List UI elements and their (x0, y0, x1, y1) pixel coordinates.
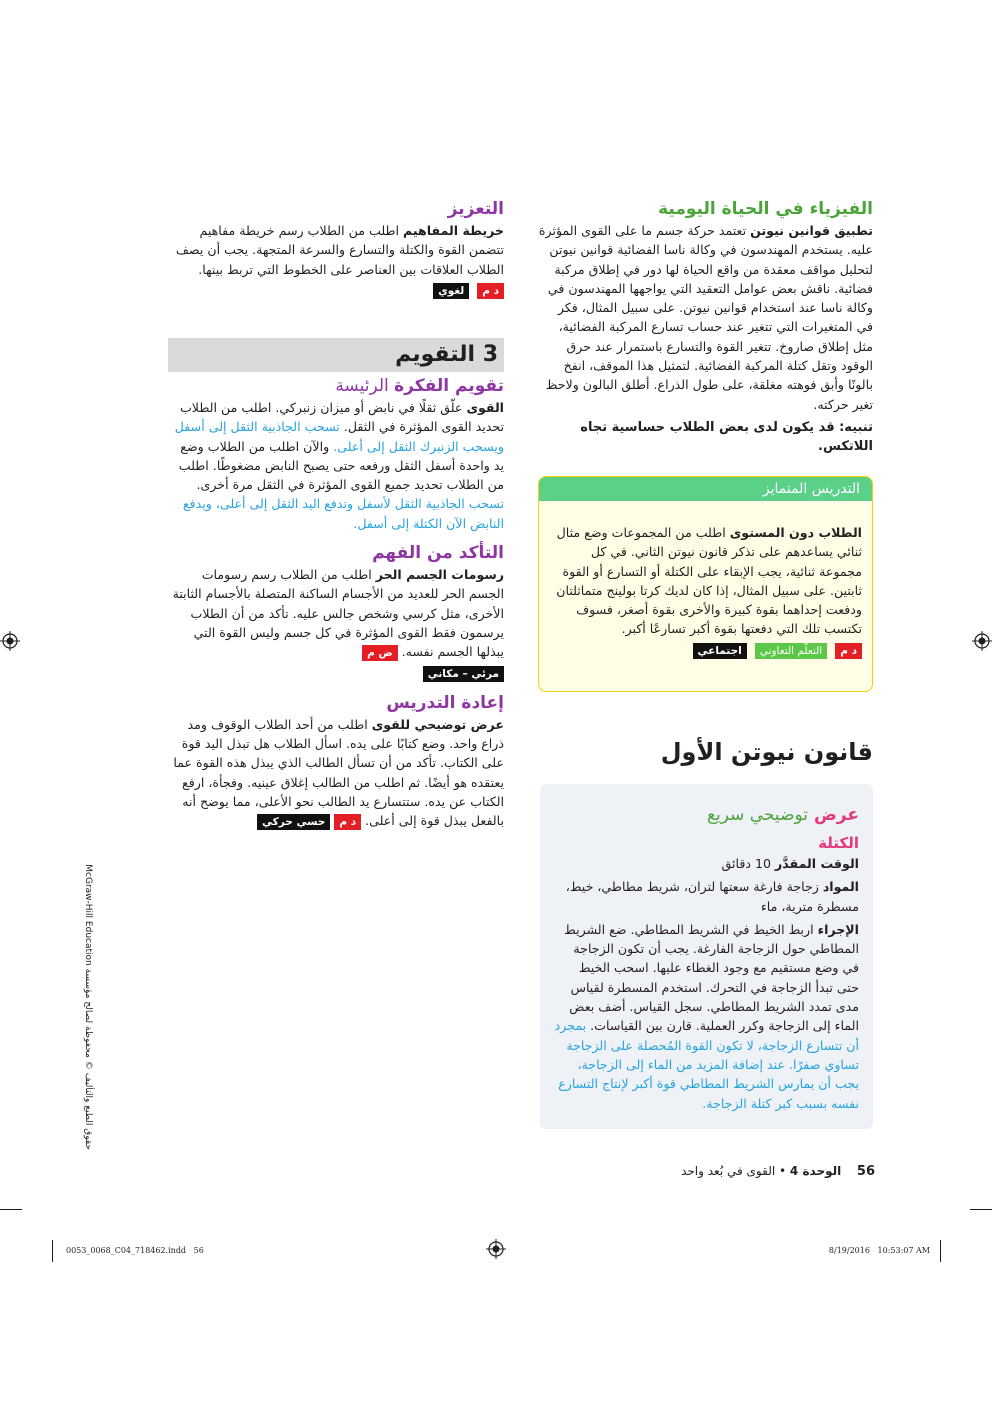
copyright-vertical: حقوق الطبع والتأليف © محفوظة لصالح مؤسسة McGraw-Hill Education (83, 864, 93, 1150)
main-title: قانون نيوتن الأول (660, 738, 873, 766)
latex-warning: تنبيه: قد يكون لدى بعض الطلاب حساسية تجاه اللاتكس. (580, 419, 873, 455)
tag-visual-spatial: مرئي – مكاني (423, 666, 504, 682)
differentiated-tags (549, 641, 862, 660)
page-number: 56 (856, 1164, 875, 1179)
tag-linguistic: لغوي (433, 283, 469, 299)
reteach-paragraph: عرض توضيحي للقوى اطلب من أحد الطلاب الوقوف ومد ذراع واحد. وضع كتابًا على يده. اسأل الطلاب هل تبذل اليد قوة على الكتاب. تأكد من أن تسأل الطالب الذي يبذل هذه القوة عما يعتقده هو أيضًا. ثم اطلب من الطالب إغلاق عينيه. وفجأة، ارفع الكتاب عن يده. ستتسارع يد الطالب نحو الأعلى، مما يوضح أنه بالفعل يبذل قوة إلى أعلى. د م حسي حركي (173, 716, 504, 829)
fbd-paragraph: رسومات الجسم الحر اطلب من الطلاب رسم رسومات الجسم الحر للعديد من الأجسام الساكنة المتصلة بالأجسام الثابتة الأخرى، مثل كرسي وشخص جالس عليه. تأكد من أن الطلاب يرسمون فقط القوى المؤثرة في كل جسم وليس القوة التي يبذلها الجسم نفسه. ض م (172, 567, 504, 660)
demo-procedure: الإجراء اربط الخيط في الشريط المطاطي. ضع الشريط المطاطي حول الزجاجة الفارغة. يجب أن تكون الزجاجة في وضع مستقيم مع وجود الغطاء عليها. اسحب الخيط حتى تبدأ الزجاجة في التحرك. استخدم المسطرة لقياس مدى تمدد الشريط المطاطي. سجل القياس. أضف بعض الماء إلى الزجاجة وكرر العملية. قارن بين القياسات. بمجرد أن تتسارع الزجاجة، لا تكون القوة المُحصلة على الزجاجة تساوي صفرًا. عند إضافة المزيد من الماء إلى الزجاجة، يجب أن يمارس الشريط المطاطي قوة أكبر لإنتاج التسارع نفسه بسبب كبر كتلة الزجاجة. (554, 921, 859, 1111)
differentiated-box (538, 476, 873, 692)
assess-header-bar (168, 338, 504, 372)
registration-mark-icon (0, 631, 20, 651)
physics-daily-title: الفيزياء في الحياة اليومية (658, 199, 873, 219)
file-slug: 0053_0068_C04_718462.indd 56 (66, 1246, 204, 1255)
tag-cooperative: التعلّم التعاوني (755, 643, 827, 659)
check-understanding-title: التأكد من الفهم (372, 543, 504, 564)
demo-materials: المواد زجاجة فارغة سعتها لتران، شريط مطاطي، خيط، مسطرة مترية، ماء (565, 879, 859, 914)
timestamp: 8/19/2016 10:53:07 AM (828, 1246, 930, 1255)
assess-section (168, 374, 504, 831)
tag-kinesthetic: حسي حركي (257, 814, 330, 830)
differentiated-paragraph: الطلاب دون المستوى اطلب من المجموعات وضع مثال ثنائي يساعدهم على تذكر قانون نيوتن الثاني. في كل مجموعة ثنائية، يجب الإبقاء على الكتلة أو التسارع أو القوة ثابتين. على سبيل المثال، إذا كان لديك كرتا بولينج متماثلتان ودفعت إحداهما بقوة كبيرة والأخرى بقوة أصغر، فسوف تكتسب تلك التي دفعتها بقوة أكبر تسارعًا أكبر. (556, 525, 862, 637)
tag-social: اجتماعي (693, 643, 747, 659)
quick-demo-box (540, 784, 873, 1129)
unit-title: • القوى في بُعد واحد (681, 1164, 790, 1178)
page-footer (538, 1162, 875, 1181)
differentiated-header: التدريس المتمايز (539, 477, 872, 501)
demo-topic: الكتلة (818, 834, 859, 852)
registration-mark-icon (486, 1239, 506, 1259)
registration-mark-icon (972, 631, 992, 651)
main-idea-title: تقويم الفكرة الرئيسة (335, 376, 504, 396)
reinforce-section (168, 197, 504, 300)
tag-dm-plus: ض م (362, 645, 397, 661)
demo-time: الوقت المقدَّر 10 دقائق (721, 856, 859, 871)
demo-title: عرض توضيحي سريع (706, 805, 859, 825)
physics-daily-section (538, 197, 873, 457)
reinforce-paragraph: خريطة المفاهيم اطلب من الطلاب رسم خريطة مفاهيم تتضمن القوة والكتلة والتسارع والسرعة المتجهة. يجب أن يصف الطلاب العلاقات بين العناصر على الخطوط التي تربط بينها. (175, 223, 504, 277)
tag-dm: د م (477, 283, 504, 299)
unit-label: الوحدة 4 (789, 1164, 842, 1178)
tag-dm: د م (334, 814, 361, 830)
assess-title: 3 التقويم (395, 342, 498, 367)
physics-daily-paragraph: تطبيق قوانين نيوتن تعتمد حركة جسم ما على القوى المؤثرة عليه. يستخدم المهندسون في وكالة ناسا الفضائية قوانين نيوتن لتحليل مواقف معقدة من واقع الحياة لها دور في إطلاق مركبة فضائية. ناقش بعض عوامل التعقيد التي يواجهها المهندسون في وكالة ناسا عند استخدام قوانين نيوتن. على سبيل المثال، فكر في المتغيرات التي تتغير عند حساب تسارع المركبة الفضائية، مثل إطلاق صاروخ. تتغير القوة والتسارع باستمرار عند حرق الوقود وتقل كتلة المركبة الفضائية. لتمثيل هذا الموقف، انفخ بالونًا وأبق فوهته مغلقة، على طول الذراع. أطلق البالون ولاحظ تغير حركته. (538, 223, 873, 412)
reteach-title: إعادة التدريس (386, 692, 504, 713)
reinforce-tags (168, 281, 504, 300)
reinforce-title: التعزيز (447, 199, 504, 219)
forces-paragraph: القوى علّق ثقلًا في نابض أو ميزان زنبركي. اطلب من الطلاب تحديد القوى المؤثرة في الثقل. تسحب الجاذبية الثقل إلى أسفل ويسحب الزنبرك الثقل إلى أعلى. والآن اطلب من الطلاب وضع يد واحدة أسفل الثقل ورفعه حتى يصبح النابض مضغوطًا. اطلب من الطلاب تحديد جميع القوى المؤثرة في الثقل مرة أخرى. تسحب الجاذبية الثقل لأسفل وتدفع اليد الثقل إلى أعلى، ويدفع النابض الآن الكتلة إلى أسفل. (174, 400, 504, 531)
tag-dm: د م (835, 643, 862, 659)
